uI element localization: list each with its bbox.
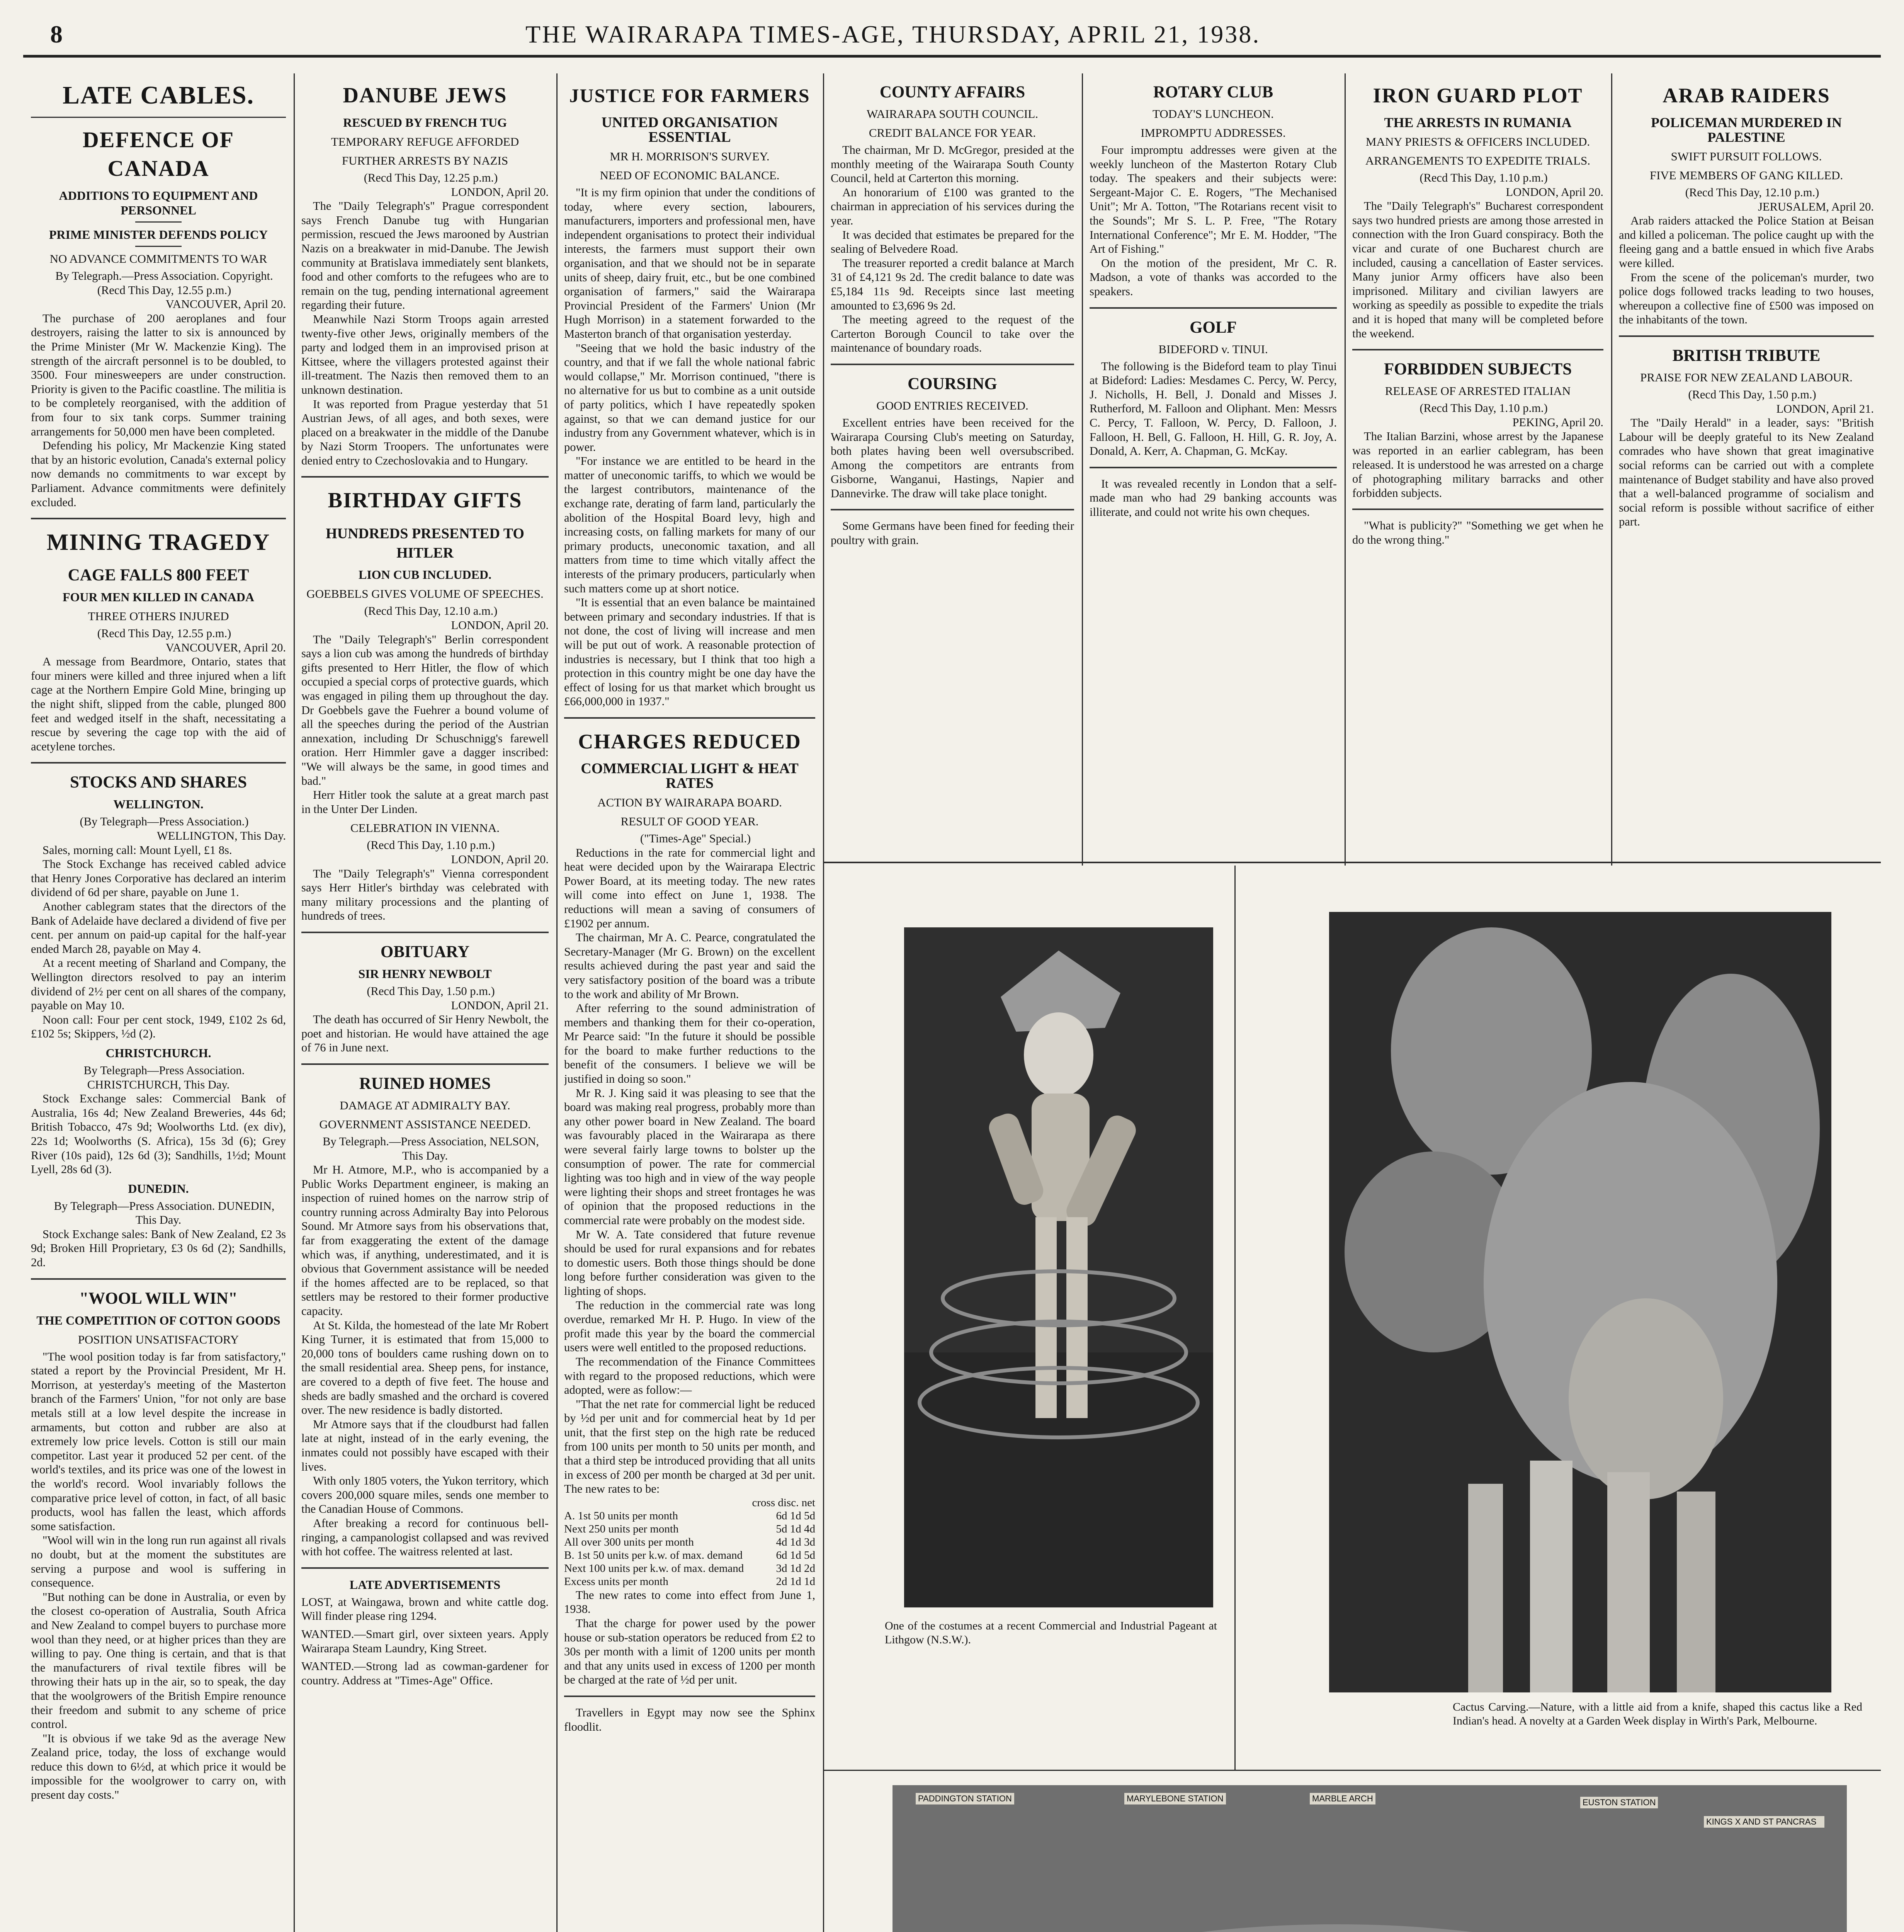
cactus-carving-illustration bbox=[1329, 912, 1831, 1692]
table-cell: 3d 1d 2d bbox=[776, 1562, 815, 1575]
table-cell: Next 100 units per k.w. of max. demand bbox=[564, 1562, 744, 1575]
subhead: POLICEMAN MURDERED IN PALESTINE bbox=[1651, 115, 1842, 145]
credit-line: (Recd This Day, 12.55 p.m.) bbox=[97, 627, 231, 640]
article-paragraph: It was revealed recently in London that a self-made man who had 29 banking accounts was illiterate, and could not write his own cheques. bbox=[1090, 477, 1337, 519]
subhead: GOVERNMENT ASSISTANCE NEEDED. bbox=[319, 1117, 531, 1131]
table-cell bbox=[564, 1496, 746, 1509]
photo-divider bbox=[823, 1770, 1881, 1771]
table-cell: 2d 1d 1d bbox=[776, 1575, 815, 1588]
headline-danube-jews: DANUBE JEWS bbox=[343, 83, 507, 107]
article-paragraph: It was reported from Prague yesterday that 51 Austrian Jews, of all ages, and both sexes, were placed on a breakwater in the middle of the Danube by Nazi Storm Troopers. The unfortunates were denied entry to Czechoslovakia and to Hungary. bbox=[301, 397, 549, 467]
article-paragraph: "The wool position today is far from satisfactory," stated a report by the Provincial President, Mr H. Morrison, at yesterday's meeting of the Masterton branch of the Farmers' Union, "for not only are base metals still at a low level despite the increase in armaments, but cotton and rubber are also at extremely low price levels. Cotton is still our main competitor. Last year it produced 52 per cent. of the world's textiles, and its price was one of the lowest in the world's record. Wool invariably follows the comparative price level of cotton, in fact, of all basic products, wool has fallen the least, which affords some satisfaction. bbox=[31, 1350, 286, 1533]
article-paragraph: With only 1805 voters, the Yukon territory, which covers 200,000 square miles, sends one member to the Canadian House of Commons. bbox=[301, 1474, 549, 1516]
cactus-photo-caption: Cactus Carving.—Nature, with a little aid from a knife, shaped this cactus like a Red Indian's head. A novelty at a Garden Week display in Wirth's Park, Melbourne. bbox=[1453, 1701, 1862, 1727]
classified-ad: WANTED.—Strong lad as cowman-gardener for country. Address at "Times-Age" Office. bbox=[301, 1660, 549, 1687]
headline-defence-of-canada: DEFENCE OF CANADA bbox=[82, 127, 235, 181]
article-paragraph: At St. Kilda, the homestead of the late Mr Robert King Turner, it is estimated that from 15,000 to 20,000 tons of boulders came rushing down on to the small residential area. Sheep pens, for instance, are covered to a depth of five feet. The house and sheds are badly smashed and the orchard is covered over. The new residence is badly distorted. bbox=[301, 1318, 549, 1417]
headline-arab-raiders: ARAB RAIDERS bbox=[1663, 84, 1830, 107]
article-paragraph: Mr Atmore says that if the cloudburst had fallen late at night, instead of in the early evening, the inmates could not possibly have escaped with their lives. bbox=[301, 1417, 549, 1473]
article-paragraph: After referring to the sound administration of members and thanking them for their co-operation, Mr Pearce said: "In the future it should be possible for the board to make further reductions to the benefit of the consumers. I believe we will be justified in doing so soon." bbox=[564, 1002, 815, 1086]
article-paragraph: Travellers in Egypt may now see the Sphinx floodlit. bbox=[564, 1706, 815, 1733]
credit-line: (Recd This Day, 1.10 p.m.) bbox=[1420, 171, 1548, 184]
credit-line: (Recd This Day, 12.55 p.m.) bbox=[97, 283, 231, 297]
article-paragraph: The chairman, Mr A. C. Pearce, congratulated the Secretary-Manager (Mr G. Brown) on the excellent results achieved during the past year and said the very satisfactory position of the board was a tribute to the work and ability of Mr Brown. bbox=[564, 931, 815, 1001]
subhead: CHRISTCHURCH. bbox=[105, 1046, 211, 1060]
article-paragraph: A message from Beardmore, Ontario, states that four miners were killed and three injured when a lift cage at the Northern Empire Gold Mine, bringing up the night shift, slipped from the cable, plunged 800 feet and wedged itself in the shaft, necessitating a rescue by severing the cage top with the aid of acetylene torches. bbox=[31, 655, 286, 753]
subhead: SIR HENRY NEWBOLT bbox=[358, 966, 492, 981]
table-cell: B. 1st 50 units per k.w. of max. demand bbox=[564, 1549, 743, 1561]
article-paragraph: Stock Exchange sales: Commercial Bank of Australia, 16s 4d; New Zealand Breweries, 44s 6d; British Tobacco, 47s 9d; Woolworths Ltd. (ex div), 22s 1d; Woolworths (S. Africa), 15s 3d (6); Grey River (10s paid), 12s 6d (3); Sandhills, 1½d; Mount Lyell, 28s 6d (3). bbox=[31, 1092, 286, 1176]
map-label: KINGS X AND ST PANCRAS bbox=[1704, 1816, 1824, 1828]
subhead: MR H. MORRISON'S SURVEY. bbox=[610, 150, 770, 163]
subhead: THE ARRESTS IN RUMANIA bbox=[1384, 115, 1572, 130]
credit-line: (Recd This Day, 1.50 p.m.) bbox=[367, 984, 495, 998]
article-paragraph: The Stock Exchange has received cabled advice that Henry Jones Corporative has declared an interim dividend of 6d per share, payable on June 1. bbox=[31, 857, 286, 899]
credit-line: (Recd This Day, 1.10 p.m.) bbox=[1420, 401, 1548, 415]
cactus-carving-photo bbox=[1329, 912, 1831, 1692]
dateline: LONDON, April 20. bbox=[451, 619, 549, 632]
column-rule bbox=[294, 73, 295, 1932]
article-paragraph: The treasurer reported a credit balance at March 31 of £4,121 9s 2d. The credit balance to date was £5,184 11s 9d. Receipts since last meeting amounted to £3,696 9s 2d. bbox=[831, 256, 1074, 312]
subhead: CAGE FALLS 800 FEET bbox=[68, 566, 249, 585]
dateline: JERUSALEM, April 20. bbox=[1758, 200, 1874, 213]
headline-late-advertisements: LATE ADVERTISEMENTS bbox=[349, 1577, 501, 1592]
table-row bbox=[564, 1575, 815, 1588]
credit-line: By Telegraph.—Press Association. Copyright. bbox=[55, 269, 273, 282]
subhead: COMMERCIAL LIGHT & HEAT RATES bbox=[581, 760, 799, 791]
column-5 bbox=[1090, 73, 1337, 858]
article-paragraph: "It is my firm opinion that under the conditions of today, where every section, labourers, manufacturers, importers and professional men, have independent organisations to protect their individual interests, the farmers must support their own organisation, and that we should not be in separate units of sheep, dairy fruit, etc., but be one combined organisation of farmers," said the Wairarapa Provincial President of the Farmers' Union (Mr Hugh Morrison) in a statement forwarded to the Masterton branch of that organisation yesterday. bbox=[564, 186, 815, 340]
credit-line: By Telegraph.—Press Association, NELSON, This Day. bbox=[323, 1134, 539, 1162]
dateline: LONDON, April 20. bbox=[1506, 185, 1603, 199]
subhead: WAIRARAPA SOUTH COUNCIL. bbox=[866, 107, 1039, 121]
subhead: NEED OF ECONOMIC BALANCE. bbox=[600, 168, 780, 182]
article-paragraph: Reductions in the rate for commercial light and heat were decided upon by the Wairarapa Electric Power Board, at its meeting today. The new rates will come into effect on June 1, 1938. The reductions will mean a saving of consumers of £1902 per annum. bbox=[564, 846, 815, 930]
credit-line: By Telegraph—Press Association. CHRISTCHURCH, This Day. bbox=[83, 1063, 245, 1091]
subhead: IMPROMPTU ADDRESSES. bbox=[1141, 126, 1286, 139]
article-paragraph: An honorarium of £100 was granted to the chairman in appreciation of his services during the year. bbox=[831, 185, 1074, 227]
column-4 bbox=[831, 73, 1074, 858]
dateline: LONDON, April 21. bbox=[1776, 402, 1874, 415]
column-rule bbox=[823, 73, 824, 1932]
table-cell: 4d 1d 3d bbox=[776, 1536, 815, 1548]
article-paragraph: The following is the Bideford team to play Tinui at Bideford: Ladies: Mesdames C. Percy, W. Percy, J. Nicholls, H. Bell, J. Donald and Misses J. Rutherford, M. Falloon and Oliphant. Men: Messrs C. Percy, T. Falloon, W. Percy, D. Falloon, J. Falloon, H. Bell, G. Falloon, H. Hill, G. R. Joy, A. Donald, A. Kerr, A. Chapman, G. McKay. bbox=[1090, 359, 1337, 458]
column-rule bbox=[1611, 73, 1612, 866]
subhead: FIVE MEMBERS OF GANG KILLED. bbox=[1649, 168, 1843, 182]
map-label: PADDINGTON STATION bbox=[916, 1793, 1014, 1804]
article-paragraph: The reduction in the commercial rate was long overdue, remarked Mr H. P. Hugo. In view of the profit made this year by the board the commercial users were well entitled to the proposed reductions. bbox=[564, 1298, 815, 1354]
column-rule bbox=[556, 73, 558, 1932]
subhead: BIDEFORD v. TINUI. bbox=[1158, 342, 1268, 356]
article-paragraph: Excellent entries have been received for the Wairarapa Coursing Club's meeting on Saturday, both plates having been well oversubscribed. Among the competitors are entrants from Gisborne, Wanganui, Hastings, Napier and Dannevirke. The draw will take place tonight. bbox=[831, 416, 1074, 500]
subhead: RESULT OF GOOD YEAR. bbox=[620, 814, 759, 828]
table-cell: 5d 1d 4d bbox=[776, 1522, 815, 1535]
article-paragraph: "But nothing can be done in Australia, or even by the closest co-operation of Australia, South Africa and New Zealand to compel buyers to purchase more wool than they need, or at higher prices than they are willing to pay. One thing is certain, and that is that the manufacturers of rival textile fibres will be throwing their hats up in the air, so to speak, the day that the woolgrowers of the British Empire renounce their freedom and submit to any scheme of price control. bbox=[31, 1590, 286, 1731]
headline-wool-will-win: "WOOL WILL WIN" bbox=[79, 1289, 238, 1308]
article-paragraph: Defending his policy, Mr Mackenzie King stated that by an historic evolution, Canada's external policy now demands no commitments to war except by Parliament. Advance commitments were definitely excluded. bbox=[31, 439, 286, 509]
subhead: RELEASE OF ARRESTED ITALIAN bbox=[1385, 384, 1571, 398]
subhead: ADDITIONS TO EQUIPMENT AND PERSONNEL bbox=[59, 189, 258, 217]
subhead: PRAISE FOR NEW ZEALAND LABOUR. bbox=[1640, 370, 1853, 384]
headline-county-affairs: COUNTY AFFAIRS bbox=[879, 83, 1025, 101]
table-cell: Next 250 units per month bbox=[564, 1522, 679, 1535]
table-cell: 6d 1d 5d bbox=[776, 1509, 815, 1522]
headline-coursing: COURSING bbox=[908, 374, 997, 393]
headline-charges-reduced: CHARGES REDUCED bbox=[578, 730, 801, 753]
headline-mining-tragedy: MINING TRAGEDY bbox=[46, 529, 270, 555]
table-cell: Excess units per month bbox=[564, 1575, 668, 1588]
subhead: SWIFT PURSUIT FOLLOWS. bbox=[1671, 150, 1822, 163]
map-label: MARYLEBONE STATION bbox=[1124, 1793, 1226, 1804]
credit-line: (Recd This Day, 12.25 p.m.) bbox=[364, 171, 498, 184]
article-paragraph: Mr W. A. Tate considered that future revenue should be used for rural expansions and for rebates to domestic users. Both those things should be done long before further consideration was given to the lighting of shops. bbox=[564, 1228, 815, 1298]
article-paragraph: The purchase of 200 aeroplanes and four destroyers, raising the latter to six is announced by the Prime Minister (Mr W. Mackenzie King). The strength of the aircraft personnel is to be doubled, to 3500. Four minesweepers are under construction. Priority is given to the Pacific coastline. The militia is to be completely reorganised, with the addition of from four to six tank corps. Summer training arrangements for 50,000 men have been completed. bbox=[31, 311, 286, 438]
column-6 bbox=[1352, 73, 1603, 858]
subhead: NO ADVANCE COMMITMENTS TO WAR bbox=[49, 252, 267, 265]
classified-ads bbox=[301, 1595, 549, 1688]
column-3 bbox=[564, 73, 815, 1932]
headline-ruined-homes: RUINED HOMES bbox=[359, 1074, 491, 1093]
article-paragraph: Mr H. Atmore, M.P., who is accompanied by a Public Works Department engineer, is making an inspection of ruined homes on the narrow strip of country running across Admiralty Bay into Pelorous Sound. Mr Atmore says from his observations that, far from exaggerating the extent of the damage which was, if anything, underestimated, and it is obvious that Government assistance will be needed if the homes affected are to be replaced, so that settlers may be restored to their former productive capacity. bbox=[301, 1163, 549, 1318]
subhead: THREE OTHERS INJURED bbox=[88, 609, 229, 623]
table-row bbox=[564, 1549, 815, 1562]
credit-line: ("Times-Age" Special.) bbox=[640, 832, 751, 845]
masthead bbox=[23, 9, 1881, 58]
headline-iron-guard-plot: IRON GUARD PLOT bbox=[1373, 84, 1583, 107]
subhead: DAMAGE AT ADMIRALTY BAY. bbox=[340, 1098, 510, 1112]
article-paragraph: At a recent meeting of Sharland and Company, the Wellington directors resolved to pay an interim dividend of 2½ per cent on all shares of the company, payable on May 10. bbox=[31, 956, 286, 1012]
headline-late-cables: LATE CABLES. bbox=[63, 81, 254, 109]
photo-divider bbox=[1234, 866, 1236, 1770]
table-header-row bbox=[564, 1496, 815, 1509]
article-paragraph: The "Daily Telegraph's" Prague correspondent says French Danube tug with Hungarian permission, rescued the Jews marooned by Austrian Nazis on a breakwater in mid-Danube. The Jewish community at Bratislava immediately sent blankets, food and other comforts to the refugees who are to remain on the tug, pending international agreement regarding their future. bbox=[301, 199, 549, 312]
photo-section-rule bbox=[823, 862, 1881, 863]
article-paragraph: Arab raiders attacked the Police Station at Beisan and killed a policeman. The police caught up with the fleeing gang and a battle ensued in which five Arabs were killed. bbox=[1619, 214, 1874, 270]
article-paragraph: The "Daily Telegraph's" Vienna correspondent says Herr Hitler's birthday was celebrated with many military processions and the planting of hundreds of trees. bbox=[301, 867, 549, 923]
table-cell: cross disc. net bbox=[752, 1496, 815, 1509]
credit-line: By Telegraph—Press Association. DUNEDIN, This Day. bbox=[54, 1199, 275, 1227]
article-paragraph: It was decided that estimates be prepared for the sealing of Belvedere Road. bbox=[831, 228, 1074, 256]
newspaper-title: THE WAIRARAPA TIMES-AGE, THURSDAY, APRIL 21, 1938. bbox=[525, 20, 1261, 48]
article-paragraph: The meeting agreed to the request of the Carterton Borough Council to take over the maintenance of boundary roads. bbox=[831, 313, 1074, 355]
subhead: CREDIT BALANCE FOR YEAR. bbox=[869, 126, 1036, 139]
dateline: VANCOUVER, April 20. bbox=[165, 641, 286, 654]
column-2 bbox=[301, 73, 549, 1932]
article-paragraph: The recommendation of the Finance Committees with regard to the proposed reductions, which were adopted, were as follow:— bbox=[564, 1355, 815, 1397]
subhead: GOEBBELS GIVES VOLUME OF SPEECHES. bbox=[306, 587, 544, 601]
column-rule bbox=[1082, 73, 1083, 866]
headline-rotary-club: ROTARY CLUB bbox=[1153, 83, 1273, 101]
headline-golf: GOLF bbox=[1190, 318, 1237, 337]
subhead: THE COMPETITION OF COTTON GOODS bbox=[36, 1313, 280, 1327]
table-row bbox=[564, 1509, 815, 1522]
subhead: WELLINGTON. bbox=[113, 797, 204, 811]
article-paragraph: Mr R. J. King said it was pleasing to see that the board was making real progress, probably more than any other power board in New Zealand. The board was favourably placed in the Wairarapa as there were several fairly large towns to bolster up the consumption of power. The rate for commercial lighting was too high and in view of the way people were lighting their shops and street frontages he was of opinion that the proposed reductions in the commercial rate were probably on the modest side. bbox=[564, 1086, 815, 1227]
subhead: LION CUB INCLUDED. bbox=[358, 568, 492, 582]
dateline: LONDON, April 20. bbox=[451, 185, 549, 199]
article-paragraph: Meanwhile Nazi Storm Troops again arrested twenty-five other Jews, originally members of the party and lodged them in an improvised prison at Kittsee, where the villagers protested against their ill-treatment. The Nazis then removed them to an unknown destination. bbox=[301, 312, 549, 396]
article-paragraph: Stock Exchange sales: Bank of New Zealand, £2 3s 9d; Broken Hill Proprietary, £3 0s 6d (2); Sandhills, 2d. bbox=[31, 1227, 286, 1269]
pageant-costume-photo bbox=[904, 927, 1213, 1607]
map-label: MARBLE ARCH bbox=[1310, 1793, 1375, 1804]
article-paragraph: The "Daily Telegraph's" Bucharest correspondent says two hundred priests are among those arrested in connection with the Iron Guard conspiracy. Both the vicar and curate of one Bucharest church are included, causing a cancellation of Easter services. Many junior Army officers have also been imprisoned. Military and civilian lawyers are working as speedily as possible to expedite the trials and it is hoped that many will be completed before the weekend. bbox=[1352, 199, 1603, 340]
article-paragraph: The "Daily Herald" in a leader, says: "British Labour will be deeply grateful to its New Zealand comrades who have shown that great imaginative social reforms can be carried out with a complete maintenance of Budget stability and have also proved that a well-balanced programme of socialism and social reform is possible without sacrifice of either part. bbox=[1619, 416, 1874, 529]
article-paragraph: "It is obvious if we take 9d as the average New Zealand price, today, the loss of exchange would reduce this down to 6½d, at which price it would be impossible for the woolgrower to carry on, with present day costs." bbox=[31, 1731, 286, 1802]
dateline: LONDON, April 20. bbox=[451, 852, 549, 866]
map-label: EUSTON STATION bbox=[1580, 1797, 1658, 1808]
subhead: GOOD ENTRIES RECEIVED. bbox=[876, 398, 1028, 412]
credit-line: (By Telegraph—Press Association.) bbox=[80, 815, 249, 828]
article-paragraph: Sales, morning call: Mount Lyell, £1 8s. bbox=[42, 843, 232, 857]
article-paragraph: The new rates to come into effect from June 1, 1938. bbox=[564, 1588, 815, 1616]
air-raid-shelter-illustration bbox=[892, 1785, 1847, 1932]
dateline: PEKING, April 20. bbox=[1512, 415, 1603, 429]
dateline: VANCOUVER, April 20. bbox=[165, 298, 286, 311]
article-paragraph: The Italian Barzini, whose arrest by the Japanese was reported in an earlier cablegram, has been released. It is understood he was arrested on a charge of photographing military barracks and other forbidden subjects. bbox=[1352, 430, 1603, 500]
article-paragraph: Another cablegram states that the directors of the Bank of Adelaide have declared a dividend of five per cent. per annum on paid-up capital for the half-year ended March 28, payable on May 4. bbox=[31, 900, 286, 956]
credit-line: (Recd This Day, 12.10 p.m.) bbox=[1685, 186, 1819, 199]
classified-ad: WANTED.—Smart girl, over sixteen years. Apply Wairarapa Steam Laundry, King Street. bbox=[301, 1627, 549, 1655]
table-cell: 6d 1d 5d bbox=[776, 1549, 815, 1561]
subhead: DUNEDIN. bbox=[128, 1181, 189, 1196]
headline-obituary: OBITUARY bbox=[380, 942, 470, 961]
headline-british-tribute: BRITISH TRIBUTE bbox=[1672, 346, 1821, 365]
table-row bbox=[564, 1536, 815, 1549]
article-paragraph: The chairman, Mr D. McGregor, presided at the monthly meeting of the Wairarapa South County Council, held at Carterton this morning. bbox=[831, 143, 1074, 185]
article-paragraph: "It is essential that an even balance be maintained between primary and secondary industries. If that is not done, the cost of living will increase and men will be put out of work. A reasonable protection of industries is necessary, but I think that too high a protection in this country might be one day have the effect of losing for us that market which brought us £66,000,000 in 1937." bbox=[564, 596, 815, 708]
subhead: HUNDREDS PRESENTED TO HITLER bbox=[326, 526, 524, 561]
subhead: FURTHER ARRESTS BY NAZIS bbox=[342, 154, 508, 167]
article-paragraph: On the motion of the president, Mr C. R. Madson, a vote of thanks was accorded to the speakers. bbox=[1090, 256, 1337, 298]
headline-birthday-gifts: BIRTHDAY GIFTS bbox=[328, 488, 522, 513]
subhead: CELEBRATION IN VIENNA. bbox=[350, 821, 500, 835]
page-number: 8 bbox=[50, 20, 63, 48]
subhead: UNITED ORGANISATION ESSENTIAL bbox=[601, 114, 778, 145]
article-paragraph: "Wool will win in the long run run against all rivals no doubt, but at the moment the substitutes are serving a purpose and wool is suffering in consequence. bbox=[31, 1534, 286, 1590]
credit-line: (Recd This Day, 1.50 p.m.) bbox=[1688, 388, 1816, 401]
dateline: WELLINGTON, This Day. bbox=[156, 829, 286, 843]
article-paragraph: The death has occurred of Sir Henry Newbolt, the poet and historian. He would have attained the age of 76 in June next. bbox=[301, 1013, 549, 1054]
article-paragraph: That the charge for power used by the power house or sub-station operators be reduced from £2 to 30s per month with a limit of 1200 units per month and that any units used in excess of 1200 per month be charged at the rate of ½d per unit. bbox=[564, 1617, 815, 1687]
credit-line: (Recd This Day, 12.10 a.m.) bbox=[364, 604, 498, 618]
table-row bbox=[564, 1562, 815, 1575]
article-paragraph: "Seeing that we hold the basic industry of the country, and that if we fall the whole national fabric would collapse," Mr. Morrison continued, "there is no alternative for us but to combine as a unit outside of party politics, which I have repeatedly spoken against, so that we can demand justice for our industry from any Government whatever, which is in power. bbox=[564, 341, 815, 454]
pageant-figure-illustration bbox=[904, 927, 1213, 1607]
article-paragraph: Four impromptu addresses were given at the weekly luncheon of the Masterton Rotary Club today. The speakers and their subjects were: Sergeant-Major C. E. Rogers, "The Mechanised Unit"; Mr A. Totton, "The Rotarians recent visit to the Sounds"; Mr S. L. P. Free, "The Rotary International Conference"; Mr E. M. Hodder, "The Art of Fishing." bbox=[1090, 143, 1337, 256]
pageant-photo-caption: One of the costumes at a recent Commercial and Industrial Pageant at Lithgow (N.S.W.). bbox=[885, 1619, 1217, 1646]
subhead: ARRANGEMENTS TO EXPEDITE TRIALS. bbox=[1365, 154, 1591, 167]
headline-stocks-and-shares: STOCKS AND SHARES bbox=[70, 773, 247, 792]
classified-ad: LOST, at Waingawa, brown and white cattle dog. Will finder please ring 1294. bbox=[301, 1595, 549, 1623]
subhead: MANY PRIESTS & OFFICERS INCLUDED. bbox=[1365, 135, 1590, 148]
table-cell: All over 300 units per month bbox=[564, 1536, 694, 1548]
subhead: FOUR MEN KILLED IN CANADA bbox=[62, 590, 254, 604]
rates-table bbox=[564, 1496, 815, 1588]
article-paragraph: "What is publicity?" "Something we get when he do the wrong thing." bbox=[1352, 519, 1603, 546]
shelter-map-labels bbox=[892, 1785, 1847, 1932]
table-row bbox=[564, 1522, 815, 1536]
headline-forbidden-subjects: FORBIDDEN SUBJECTS bbox=[1384, 360, 1572, 379]
article-paragraph: After breaking a record for continuous bell-ringing, a campanologist collapsed and was revived with hot coffee. The waitress relented at last. bbox=[301, 1516, 549, 1558]
table-cell: A. 1st 50 units per month bbox=[564, 1509, 678, 1522]
subhead: TODAY'S LUNCHEON. bbox=[1153, 107, 1274, 121]
dateline: LONDON, April 21. bbox=[451, 998, 549, 1012]
article-paragraph: The "Daily Telegraph's" Berlin correspondent says a lion cub was among the hundreds of birthday gifts presented to Herr Hitler, the flow of which occupied a special corps of protective guards, which was engaged in piling them up throughout the day. Dr Goebbels gave the Fuehrer a bound volume of all the speeches during the period of the Austrian annexation, including Dr Schuschnigg's farewell oration. Herr Himmler gave a dagger inscribed: "We will always be the same, in good times and bad." bbox=[301, 633, 549, 787]
subhead: RESCUED BY FRENCH TUG bbox=[343, 116, 507, 129]
article-paragraph: Noon call: Four per cent stock, 1949, £102 2s 6d, £102 5s; Skippers, ½d (2). bbox=[31, 1013, 286, 1041]
subhead: ACTION BY WAIRARAPA BOARD. bbox=[597, 795, 782, 809]
subhead: PRIME MINISTER DEFENDS POLICY bbox=[49, 228, 268, 242]
article-paragraph: From the scene of the policeman's murder, two police dogs followed tracks leading to two houses, whereupon a collective fine of £500 was imposed on the inhabitants of the town. bbox=[1619, 270, 1874, 327]
article-paragraph: Some Germans have been fined for feeding their poultry with grain. bbox=[831, 519, 1074, 547]
column-1 bbox=[31, 73, 286, 1932]
article-paragraph: "For instance we are entitled to be heard in the matter of uneconomic tariffs, to which we would be the largest contributors, maintenance of the exchange rate, derating of farm land, particularly the abolition of the Hospital Board levy, high and increasing costs, on falling markets for many of our primary products, uneconomic taxation, and all matters from time to time which vitally affect the interests of the primary producers, particularly when such matters come up at short notice. bbox=[564, 454, 815, 595]
subhead: POSITION UNSATISFACTORY bbox=[78, 1332, 239, 1346]
column-7 bbox=[1619, 73, 1874, 858]
article-paragraph: Herr Hitler took the salute at a great march past in the Unter Der Linden. bbox=[301, 788, 549, 816]
article-paragraph: "That the net rate for commercial light be reduced by ½d per unit and for commercial heat by 1d per unit, that the first step on the high rate be reduced from 100 units per month to 50 units per month, and that a third step be introduced providing that all units in excess of 200 per month be charged at 3d per unit. The new rates to be: bbox=[564, 1397, 815, 1496]
column-rule bbox=[1345, 73, 1346, 866]
credit-line: (Recd This Day, 1.10 p.m.) bbox=[367, 838, 495, 852]
subhead: TEMPORARY REFUGE AFFORDED bbox=[331, 135, 519, 148]
headline-justice-for-farmers: JUSTICE FOR FARMERS bbox=[569, 85, 810, 106]
